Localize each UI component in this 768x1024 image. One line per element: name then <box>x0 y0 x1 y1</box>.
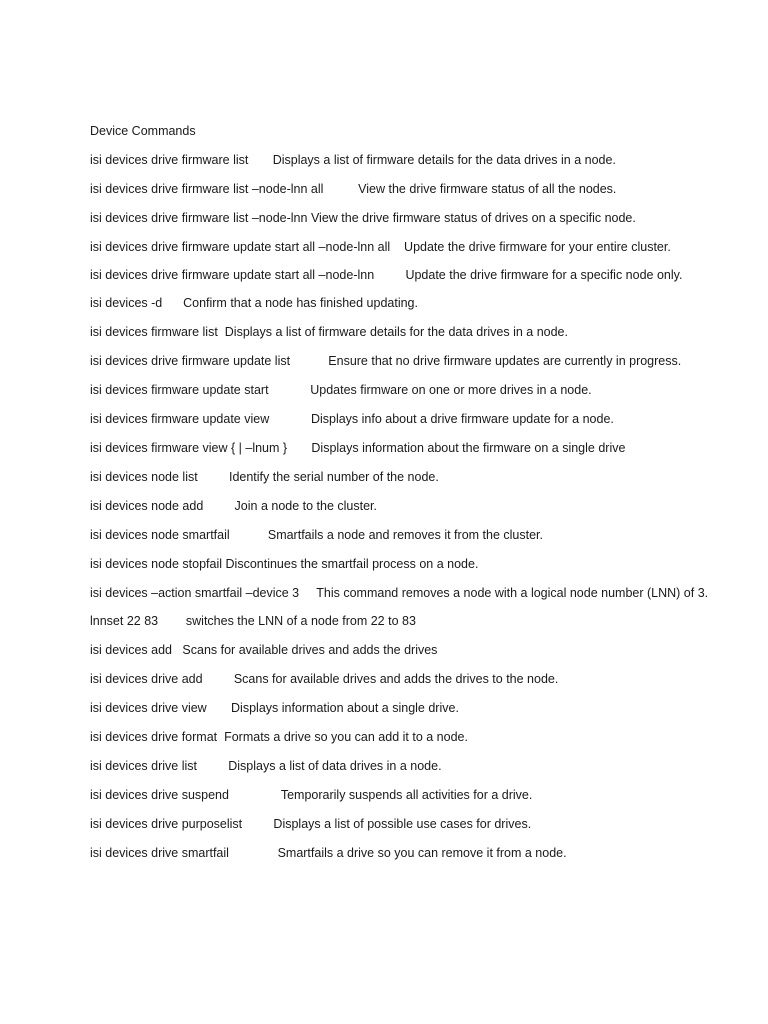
command-description: Smartfails a drive so you can remove it from a node. <box>277 846 567 860</box>
command-description: Displays a list of firmware details for the data drives in a node. <box>224 325 568 339</box>
command-line <box>90 240 728 254</box>
command-description: Displays a list of data drives in a node. <box>228 759 442 773</box>
command-line <box>90 499 728 513</box>
command-description: View the drive firmware status of drives on a specific node. <box>310 211 636 225</box>
command-line <box>90 153 728 167</box>
command-description: Displays a list of firmware details for the data drives in a node. <box>272 153 616 167</box>
command-description: Smartfails a node and removes it from the cluster. <box>267 528 543 542</box>
command-description: Confirm that a node has finished updating. <box>183 296 418 310</box>
document-title: Device Commands <box>90 124 196 138</box>
command-description: Join a node to the cluster. <box>234 499 378 513</box>
command-line <box>90 672 728 686</box>
command-description: Update the drive firmware for a specific node only. <box>405 268 683 282</box>
command-description: Scans for available drives and adds the drives to the node. <box>233 672 559 686</box>
command-line <box>90 182 728 196</box>
command-line <box>90 788 728 802</box>
command-text: isi devices drive format <box>90 730 218 744</box>
command-line <box>90 383 728 397</box>
command-line <box>90 211 728 225</box>
command-text: isi devices firmware update view <box>90 412 270 426</box>
command-description: switches the LNN of a node from 22 to 83 <box>185 614 416 628</box>
command-line <box>90 586 728 600</box>
command-line <box>90 470 728 484</box>
command-text: isi devices drive firmware update start all –node-lnn <box>90 268 375 282</box>
command-description: Displays information about the firmware on a single drive <box>311 441 626 455</box>
command-text: isi devices add <box>90 643 172 657</box>
command-text: isi devices drive list <box>90 759 197 773</box>
command-line <box>90 325 728 339</box>
command-text: isi devices drive firmware update start all –node-lnn all <box>90 240 391 254</box>
command-line <box>90 441 728 455</box>
command-line <box>90 412 728 426</box>
command-text: isi devices firmware list <box>90 325 218 339</box>
command-line <box>90 296 728 310</box>
command-description: Displays information about a single drive. <box>231 701 459 715</box>
command-description: Formats a drive so you can add it to a node. <box>224 730 468 744</box>
command-text: isi devices –action smartfail –device 3 <box>90 586 300 600</box>
command-line <box>90 614 728 628</box>
command-text: lnnset 22 83 <box>90 614 159 628</box>
command-line <box>90 701 728 715</box>
command-text: isi devices drive purposelist <box>90 817 243 831</box>
command-description: Displays info about a drive firmware update for a node. <box>310 412 614 426</box>
command-description: Updates firmware on one or more drives in a node. <box>310 383 592 397</box>
command-text: isi devices drive firmware list –node-lnn <box>90 211 308 225</box>
command-line <box>90 730 728 744</box>
command-description: Temporarily suspends all activities for a drive. <box>280 788 533 802</box>
command-line <box>90 846 728 860</box>
command-text: isi devices firmware view { | –lnum } <box>90 441 288 455</box>
command-description: Ensure that no drive firmware updates are currently in progress. <box>328 354 682 368</box>
command-text: isi devices node list <box>90 470 198 484</box>
command-description: This command removes a node with a logical node number (LNN) of 3. <box>316 586 709 600</box>
command-text: isi devices drive view <box>90 701 207 715</box>
command-line <box>90 528 728 542</box>
command-text: isi devices drive firmware update list <box>90 354 291 368</box>
command-text: isi devices drive firmware list –node-lnn all <box>90 182 324 196</box>
command-text: isi devices drive firmware list <box>90 153 249 167</box>
command-line <box>90 759 728 773</box>
command-text: isi devices drive smartfail <box>90 846 229 860</box>
command-text: isi devices drive add <box>90 672 203 686</box>
command-text: isi devices firmware update start <box>90 383 269 397</box>
command-text: isi devices drive suspend <box>90 788 229 802</box>
command-description: Update the drive firmware for your entire cluster. <box>404 240 671 254</box>
command-description: View the drive firmware status of all the nodes. <box>358 182 617 196</box>
command-description: Discontinues the smartfail process on a node. <box>225 557 479 571</box>
command-description: Displays a list of possible use cases for drives. <box>273 817 532 831</box>
command-list <box>90 153 728 860</box>
command-description: Identify the serial number of the node. <box>228 470 439 484</box>
command-text: isi devices node smartfail <box>90 528 230 542</box>
command-line <box>90 557 728 571</box>
command-line <box>90 268 728 282</box>
command-text: isi devices -d <box>90 296 163 310</box>
command-line <box>90 354 728 368</box>
command-description: Scans for available drives and adds the drives <box>182 643 438 657</box>
command-line <box>90 817 728 831</box>
command-line <box>90 643 728 657</box>
command-text: isi devices node stopfail <box>90 557 223 571</box>
command-text: isi devices node add <box>90 499 204 513</box>
